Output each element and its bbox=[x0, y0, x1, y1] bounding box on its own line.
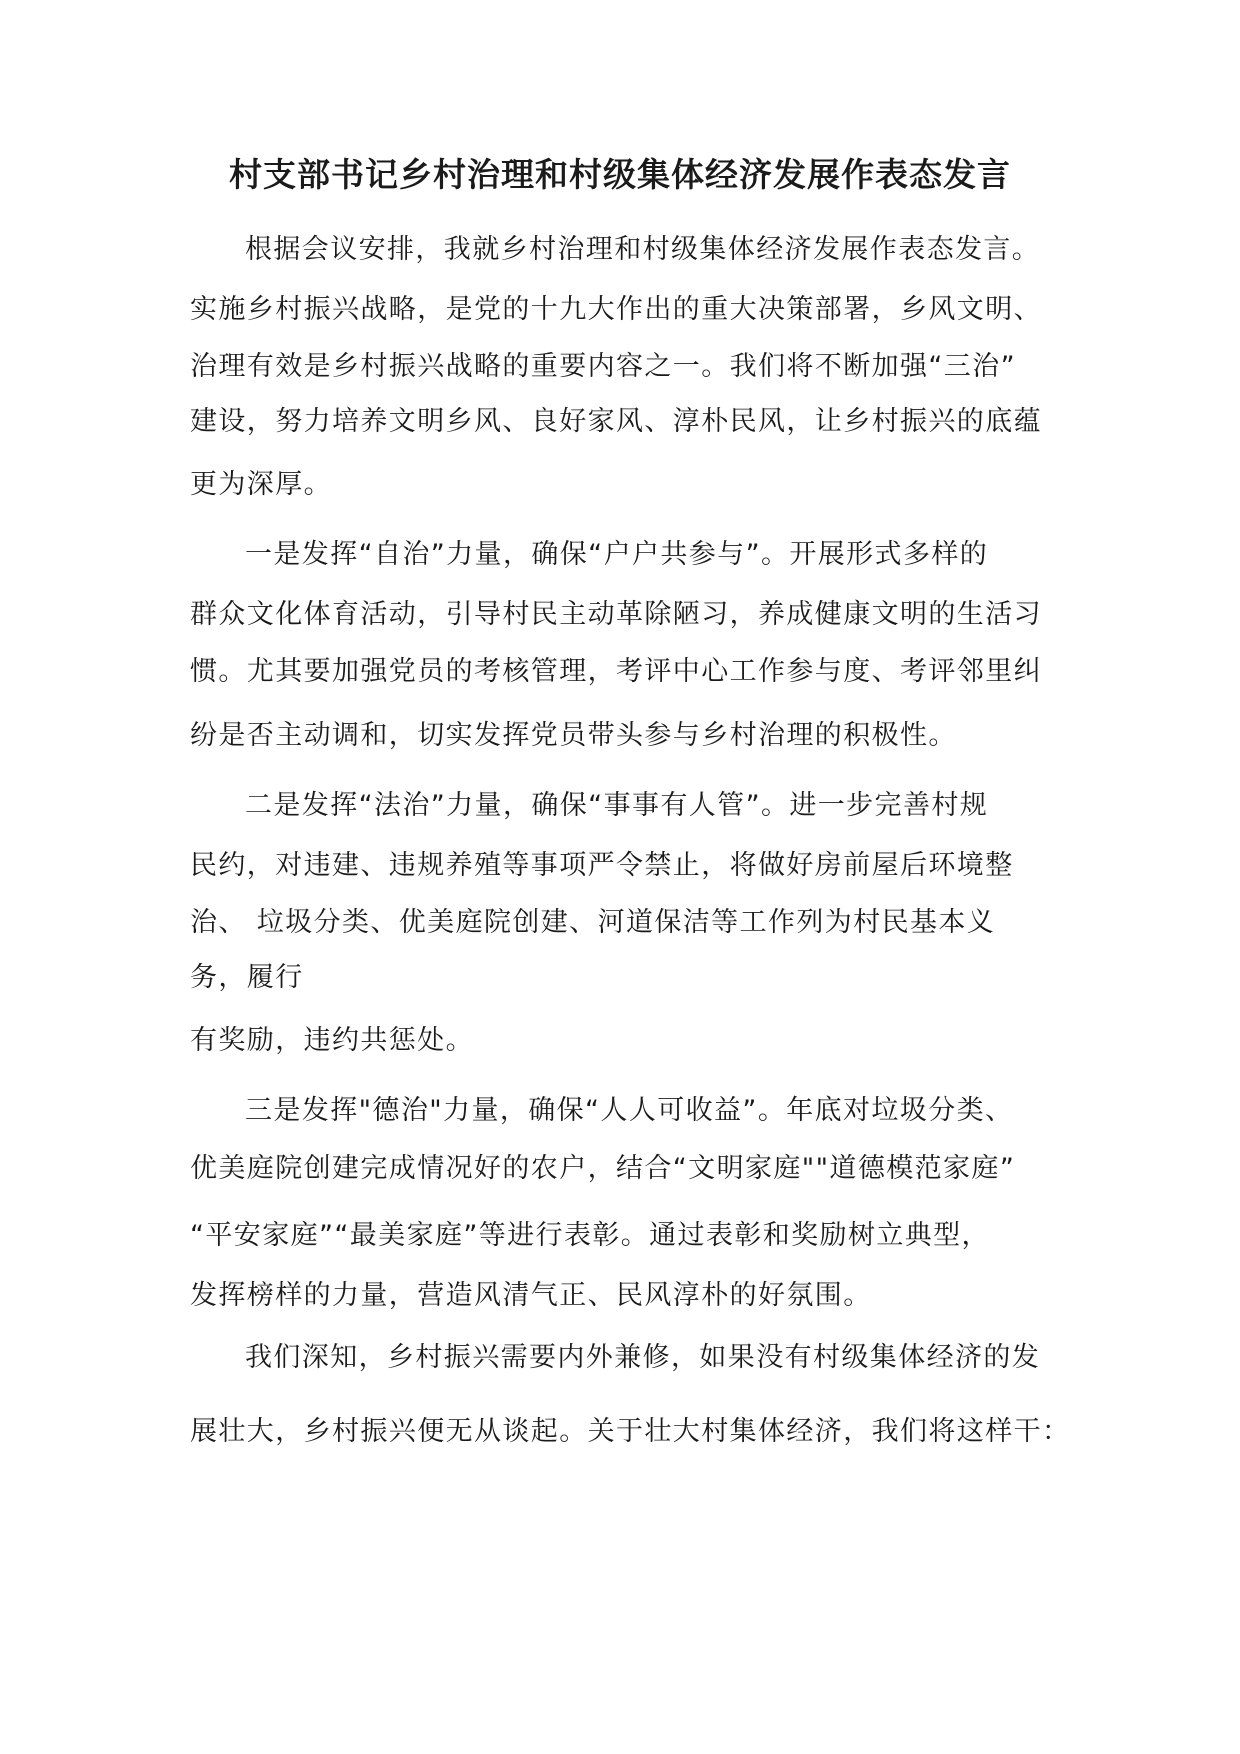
paragraph-line: 根据会议安排，我就乡村治理和村级集体经济发展作表态发言。 bbox=[245, 234, 1041, 265]
paragraph-line: 我们深知，乡村振兴需要内外兼修，如果没有村级集体经济的发 bbox=[245, 1342, 1041, 1373]
paragraph-line: 发挥榜样的力量，营造风清气正、民风淳朴的好氛围。 bbox=[190, 1280, 872, 1311]
paragraph-line: 治理有效是乡村振兴战略的重要内容之一。我们将不断加强“三治” bbox=[190, 351, 1016, 382]
paragraph-line: “平安家庭”“最美家庭”等进行表彰。通过表彰和奖励树立典型， bbox=[190, 1220, 990, 1251]
paragraph-line: 一是发挥“自治”力量，确保“户户共参与”。开展形式多样的 bbox=[245, 539, 989, 570]
paragraph-line: 实施乡村振兴战略，是党的十九大作出的重大决策部署，乡风文明、 bbox=[190, 294, 1042, 325]
paragraph-line: 纷是否主动调和，切实发挥党员带头参与乡村治理的积极性。 bbox=[190, 720, 957, 751]
paragraph-line: 治、 垃圾分类、优美庭院创建、河道保洁等工作列为村民基本义 bbox=[190, 907, 996, 938]
paragraph-line: 更为深厚。 bbox=[190, 469, 332, 500]
paragraph-line: 有奖励，违约共惩处。 bbox=[190, 1025, 474, 1056]
paragraph-line: 优美庭院创建完成情况好的农户，结合“文明家庭""道德模范家庭” bbox=[190, 1153, 1016, 1184]
paragraph-line: 二是发挥“法治”力量，确保“事事有人管”。进一步完善村规 bbox=[245, 790, 989, 821]
document-title: 村支部书记乡村治理和村级集体经济发展作表态发言 bbox=[229, 155, 1011, 194]
paragraph-line: 三是发挥"德治"力量，确保“人人可收益”。年底对垃圾分类、 bbox=[245, 1095, 1014, 1126]
paragraph-line: 建设，努力培养文明乡风、良好家风、淳朴民风，让乡村振兴的底蕴 bbox=[190, 406, 1042, 437]
paragraph-line: 展壮大，乡村振兴便无从谈起。关于壮大村集体经济，我们将这样干： bbox=[190, 1416, 1071, 1447]
paragraph-line: 务，履行 bbox=[190, 962, 304, 993]
paragraph-line: 民约，对违建、违规养殖等事项严令禁止，将做好房前屋后环境整 bbox=[190, 850, 1014, 881]
paragraph-line: 群众文化体育活动，引导村民主动革除陋习，养成健康文明的生活习 bbox=[190, 599, 1042, 630]
paragraph-line: 惯。尤其要加强党员的考核管理，考评中心工作参与度、考评邻里纠 bbox=[190, 656, 1042, 687]
